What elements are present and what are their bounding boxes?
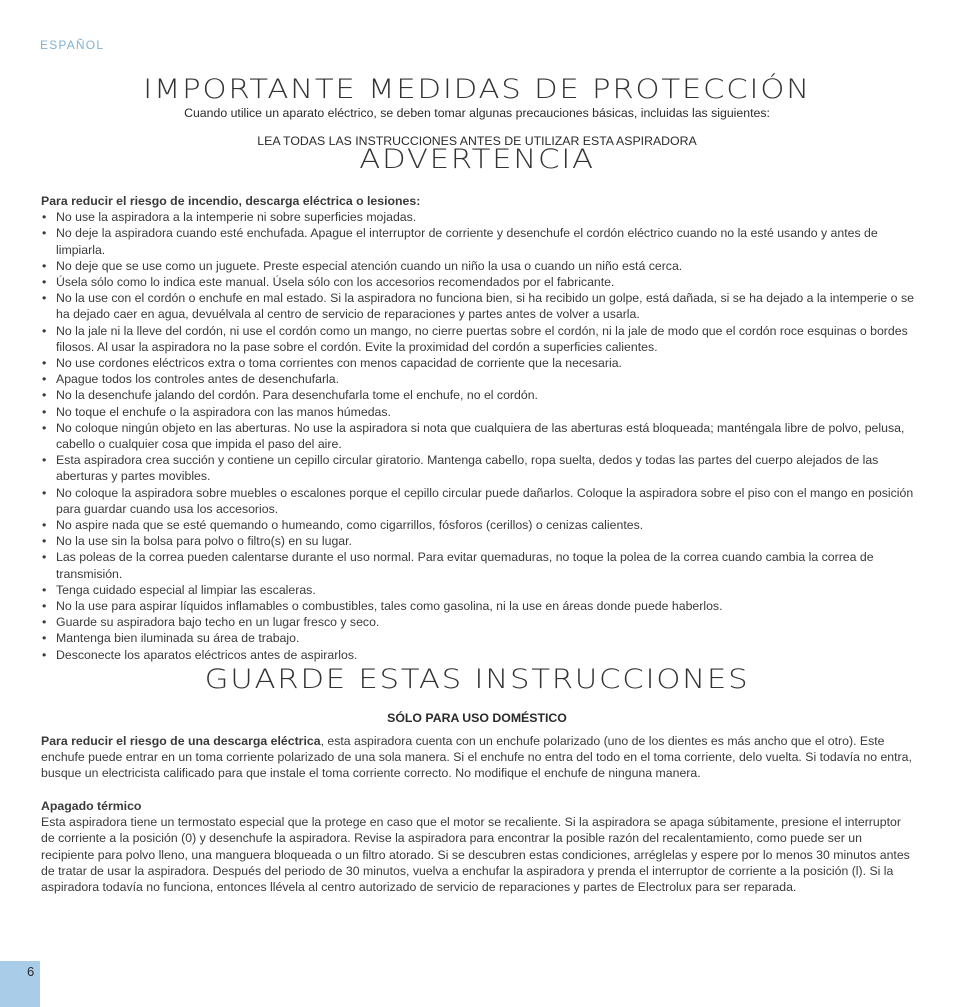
warning-title: ADVERTENCIA bbox=[359, 144, 595, 175]
list-item: • No la use sin la bolsa para polvo o filtro(s) en su lugar. bbox=[41, 533, 915, 549]
polarized-plug-paragraph bbox=[41, 733, 915, 782]
list-item: • Desconecte los aparatos eléctricos antes de aspirarlos. bbox=[41, 647, 915, 663]
warning-lead: Para reducir el riesgo de incendio, descarga eléctrica o lesiones: bbox=[41, 194, 421, 208]
list-item: • No deje la aspiradora cuando esté enchufada. Apague el interruptor de corriente y desenchufe el cordón eléctrico cuando no la esté usando y antes de limpiarla. bbox=[41, 225, 915, 257]
list-item: • Apague todos los controles antes de desenchufarla. bbox=[41, 371, 915, 387]
warning-list bbox=[41, 209, 915, 663]
list-item: • No toque el enchufe o la aspiradora con las manos húmedas. bbox=[41, 404, 915, 420]
list-item: • Las poleas de la correa pueden calentarse durante el uso normal. Para evitar quemaduras, no toque la polea de la correa cuando cambia la correa de transmisión. bbox=[41, 549, 915, 581]
list-item: • No la use para aspirar líquidos inflamables o combustibles, tales como gasolina, ni la use en áreas donde puede haberlos. bbox=[41, 598, 915, 614]
list-item: • Tenga cuidado especial al limpiar las escaleras. bbox=[41, 582, 915, 598]
list-item: • No coloque la aspiradora sobre muebles o escalones porque el cepillo circular puede dañarlos. Coloque la aspiradora sobre el piso con el mango en posición para guardar cuando usa los accesorios. bbox=[41, 485, 915, 517]
list-item: • No deje que se use como un juguete. Preste especial atención cuando un niño la usa o cuando un niño está cerca. bbox=[41, 258, 915, 274]
list-item: • No la jale ni la lleve del cordón, ni use el cordón como un mango, no cierre puertas sobre el cordón, ni la jale de modo que el cordón roce esquinas o bordes filosos. Al usar la aspiradora no la pase sobre el cordón. Evite la proximidad del cordón a superficies calientes. bbox=[41, 323, 915, 355]
list-item: • No coloque ningún objeto en las aberturas. No use la aspiradora si nota que cualquiera de las aberturas está bloqueada; manténgala libre de polvo, pelusa, cabello o cualquier cosa que impida el paso del aire. bbox=[41, 420, 915, 452]
thermal-text: Esta aspiradora tiene un termostato especial que la protege en caso que el motor se recaliente. Si la aspiradora se apaga súbitamente, presione el interruptor de corriente a la posición (0) y desenchufe la aspiradora. Revise la aspiradora para encontrar la posible razón del recalentamiento, como puede ser un recipiente para polvo lleno, una manguera bloqueada o un filtro atorado. Si se descubren estas condiciones, arréglelas y espere por lo menos 30 minutos antes de tratar de usar la aspiradora. Después del periodo de 30 minutos, vuelva a enchufar la aspiradora y prenda el interruptor de corriente a la posición (l). Si la aspiradora todavía no funciona, entonces llévela al centro autorizado de servicio de reparaciones y partes de Electrolux para ser reparada. bbox=[41, 815, 910, 895]
list-item: • No use la aspiradora a la intemperie ni sobre superficies mojadas. bbox=[41, 209, 915, 225]
thermal-shutoff-section bbox=[41, 798, 915, 895]
list-item: • No la use con el cordón o enchufe en mal estado. Si la aspiradora no funciona bien, si ha recibido un golpe, está dañada, si se ha dejado a la intemperie o se ha dejado caer en agua, devuélvala al centro de servicio de reparaciones y partes antes de volver a usarla. bbox=[41, 290, 915, 322]
language-label: ESPAÑOL bbox=[40, 38, 105, 52]
list-item: • Úsela sólo como lo indica este manual. Úsela sólo con los accesorios recomendados por el fabricante. bbox=[41, 274, 915, 290]
list-item: • Mantenga bien iluminada su área de trabajo. bbox=[41, 630, 915, 646]
list-item: • Esta aspiradora crea succión y contiene un cepillo circular giratorio. Mantenga cabello, ropa suelta, dedos y todas las partes del cuerpo alejados de las aberturas y partes movibles. bbox=[41, 452, 915, 484]
warning-section bbox=[41, 193, 915, 663]
list-item: • Guarde su aspiradora bajo techo en un lugar fresco y seco. bbox=[41, 614, 915, 630]
read-all-notice: LEA TODAS LAS INSTRUCCIONES ANTES DE UTILIZAR ESTA ASPIRADORA bbox=[257, 134, 697, 148]
list-item: • No la desenchufe jalando del cordón. Para desenchufarla tome el enchufe, no el cordón. bbox=[41, 387, 915, 403]
polarized-lead: Para reducir el riesgo de una descarga eléctrica bbox=[41, 734, 321, 748]
polarized-text: , esta aspiradora cuenta con un enchufe polarizado (uno de los dientes es más ancho que el otro). Este enchufe puede entrar en un toma corriente polarizado de una sola manera. Si el enchufe no entra del todo en el toma corriente, delo vuelta. Si todavía no entra, busque un electricista calificado para que instale el toma corriente correcto. No modifique el enchufe de ninguna manera. bbox=[41, 734, 912, 781]
domestic-use-heading: SÓLO PARA USO DOMÉSTICO bbox=[387, 711, 567, 725]
list-item: • No aspire nada que se esté quemando o humeando, como cigarrillos, fósforos (cerillos) o cenizas calientes. bbox=[41, 517, 915, 533]
main-title: IMPORTANTE MEDIDAS DE PROTECCIÓN bbox=[143, 74, 811, 105]
thermal-heading: Apagado térmico bbox=[41, 799, 142, 813]
intro-text: Cuando utilice un aparato eléctrico, se deben tomar algunas precauciones básicas, incluidas las siguientes: bbox=[184, 106, 770, 120]
save-instructions-title: GUARDE ESTAS INSTRUCCIONES bbox=[204, 664, 750, 695]
list-item: • No use cordones eléctricos extra o toma corrientes con menos capacidad de corriente que la necesaria. bbox=[41, 355, 915, 371]
page-number: 6 bbox=[27, 964, 35, 979]
